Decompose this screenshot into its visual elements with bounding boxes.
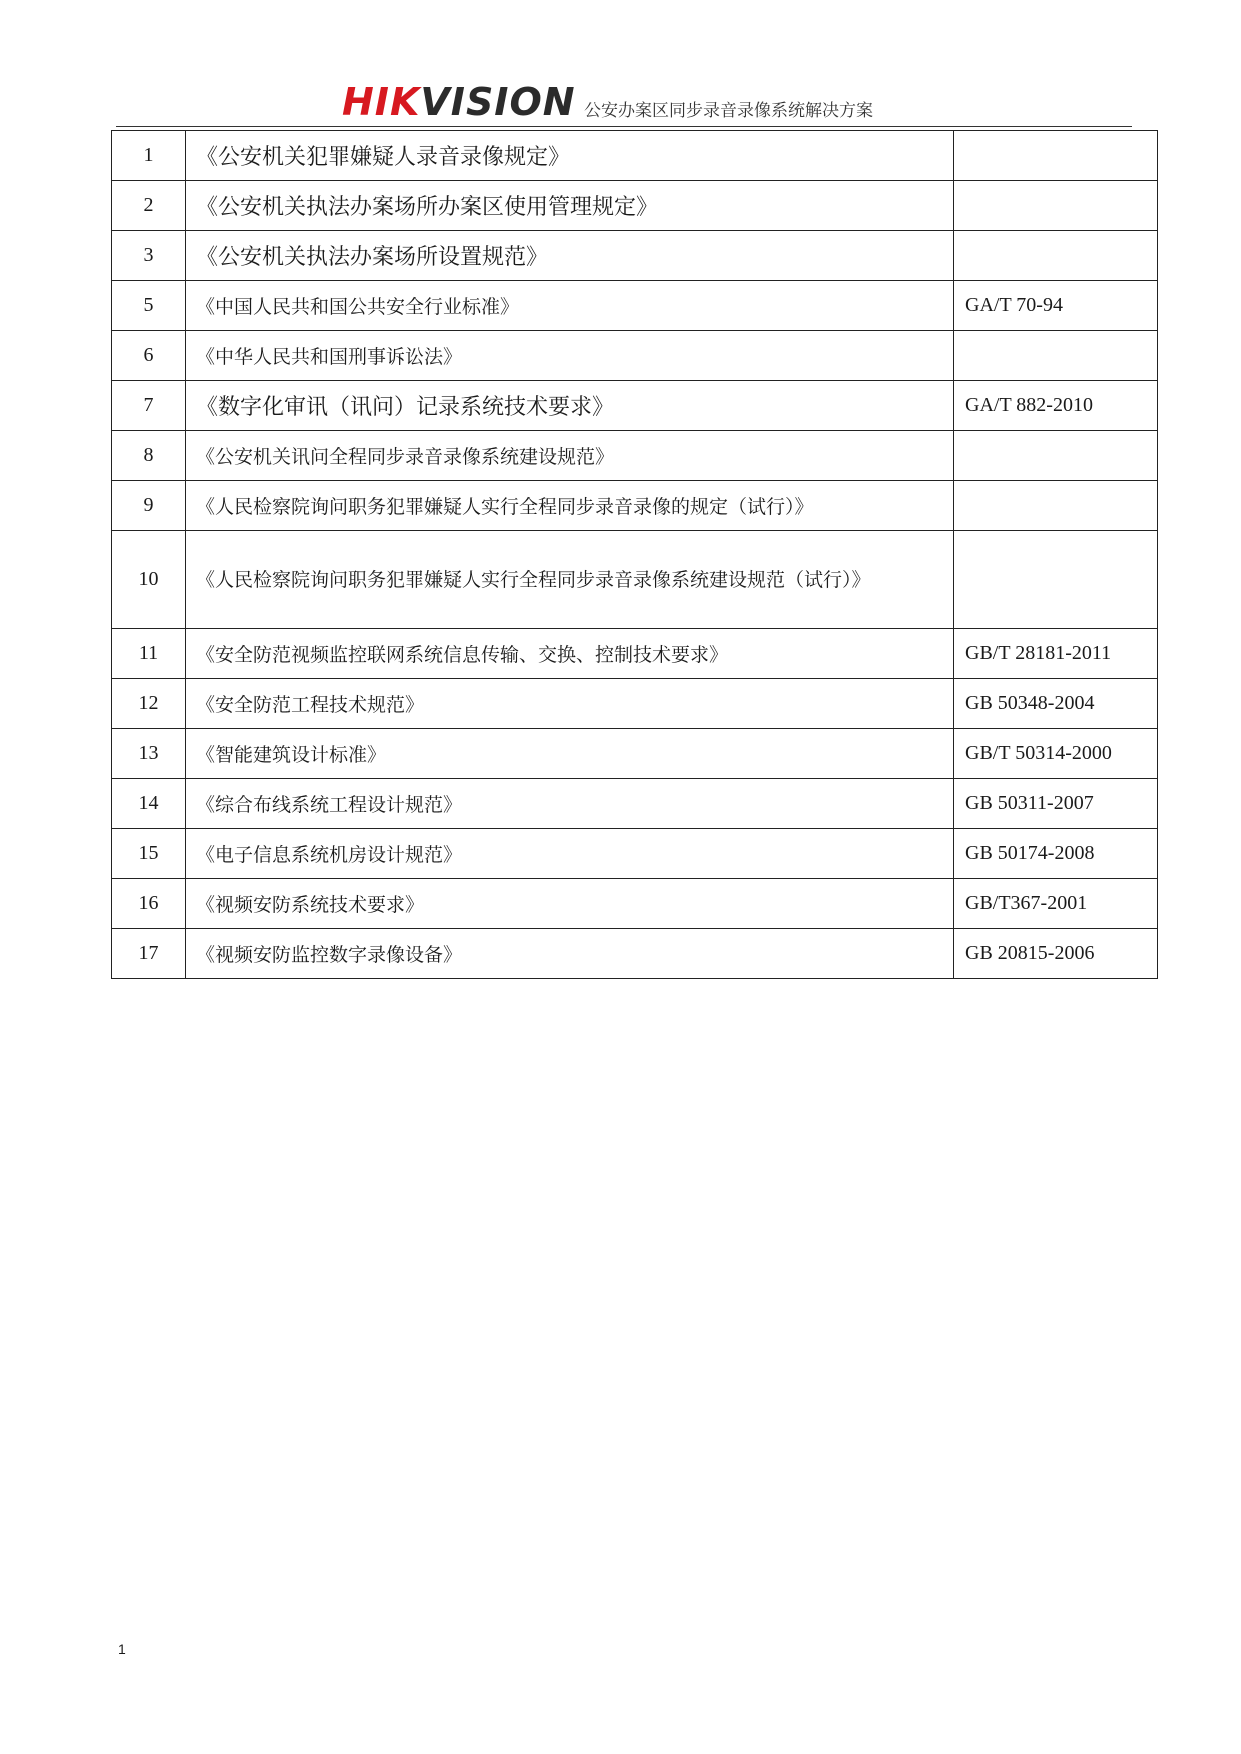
standard-title: 《公安机关讯问全程同步录音录像系统建设规范》 (186, 431, 954, 481)
standard-code: GB 50311-2007 (954, 779, 1158, 829)
table-row (112, 381, 1158, 431)
table-row (112, 431, 1158, 481)
table-row (112, 929, 1158, 979)
standard-title: 《公安机关犯罪嫌疑人录音录像规定》 (186, 131, 954, 181)
row-number: 14 (112, 779, 186, 829)
row-number: 7 (112, 381, 186, 431)
page-header (116, 78, 1132, 127)
table-row (112, 181, 1158, 231)
standard-title: 《中国人民共和国公共安全行业标准》 (186, 281, 954, 331)
table-row (112, 331, 1158, 381)
standard-code: GB 50348-2004 (954, 679, 1158, 729)
standard-code: GA/T 70-94 (954, 281, 1158, 331)
row-number: 9 (112, 481, 186, 531)
standard-title: 《中华人民共和国刑事诉讼法》 (186, 331, 954, 381)
standard-title: 《安全防范工程技术规范》 (186, 679, 954, 729)
row-number: 13 (112, 729, 186, 779)
table-row (112, 629, 1158, 679)
row-number: 16 (112, 879, 186, 929)
table-row (112, 231, 1158, 281)
row-number: 6 (112, 331, 186, 381)
logo-vision-text: VISION (420, 80, 576, 124)
standard-code: GA/T 882-2010 (954, 381, 1158, 431)
standard-code: GB 50174-2008 (954, 829, 1158, 879)
standard-code: GB 20815-2006 (954, 929, 1158, 979)
table-row (112, 879, 1158, 929)
row-number: 11 (112, 629, 186, 679)
table-row (112, 131, 1158, 181)
row-number: 2 (112, 181, 186, 231)
standard-title: 《人民检察院询问职务犯罪嫌疑人实行全程同步录音录像的规定（试行）》 (186, 481, 954, 531)
standard-title: 《智能建筑设计标准》 (186, 729, 954, 779)
logo-hik-text: HIK (342, 80, 421, 124)
standard-title: 《公安机关执法办案场所设置规范》 (186, 231, 954, 281)
standard-code (954, 131, 1158, 181)
header-subtitle: 公安办案区同步录音录像系统解决方案 (584, 101, 873, 121)
standard-code (954, 181, 1158, 231)
standard-title: 《电子信息系统机房设计规范》 (186, 829, 954, 879)
standard-code (954, 431, 1158, 481)
standard-code (954, 531, 1158, 629)
row-number: 10 (112, 531, 186, 629)
hikvision-logo (342, 82, 576, 122)
standard-title: 《视频安防监控数字录像设备》 (186, 929, 954, 979)
standard-title: 《公安机关执法办案场所办案区使用管理规定》 (186, 181, 954, 231)
standard-title: 《数字化审讯（讯问）记录系统技术要求》 (186, 381, 954, 431)
standard-code: GB/T 28181-2011 (954, 629, 1158, 679)
row-number: 3 (112, 231, 186, 281)
table-row (112, 829, 1158, 879)
standard-code (954, 331, 1158, 381)
page-number: 1 (118, 1641, 126, 1657)
standard-code (954, 231, 1158, 281)
standard-code: GB/T 50314-2000 (954, 729, 1158, 779)
table-row (112, 779, 1158, 829)
row-number: 1 (112, 131, 186, 181)
standard-code (954, 481, 1158, 531)
standard-title: 《人民检察院询问职务犯罪嫌疑人实行全程同步录音录像系统建设规范（试行）》 (186, 531, 954, 629)
row-number: 12 (112, 679, 186, 729)
standards-table (111, 130, 1158, 979)
standard-title: 《综合布线系统工程设计规范》 (186, 779, 954, 829)
table-row (112, 531, 1158, 629)
table-row (112, 281, 1158, 331)
row-number: 5 (112, 281, 186, 331)
row-number: 17 (112, 929, 186, 979)
row-number: 8 (112, 431, 186, 481)
table-row (112, 481, 1158, 531)
standard-code: GB/T367-2001 (954, 879, 1158, 929)
row-number: 15 (112, 829, 186, 879)
standard-title: 《视频安防系统技术要求》 (186, 879, 954, 929)
table-row (112, 729, 1158, 779)
table-row (112, 679, 1158, 729)
standard-title: 《安全防范视频监控联网系统信息传输、交换、控制技术要求》 (186, 629, 954, 679)
